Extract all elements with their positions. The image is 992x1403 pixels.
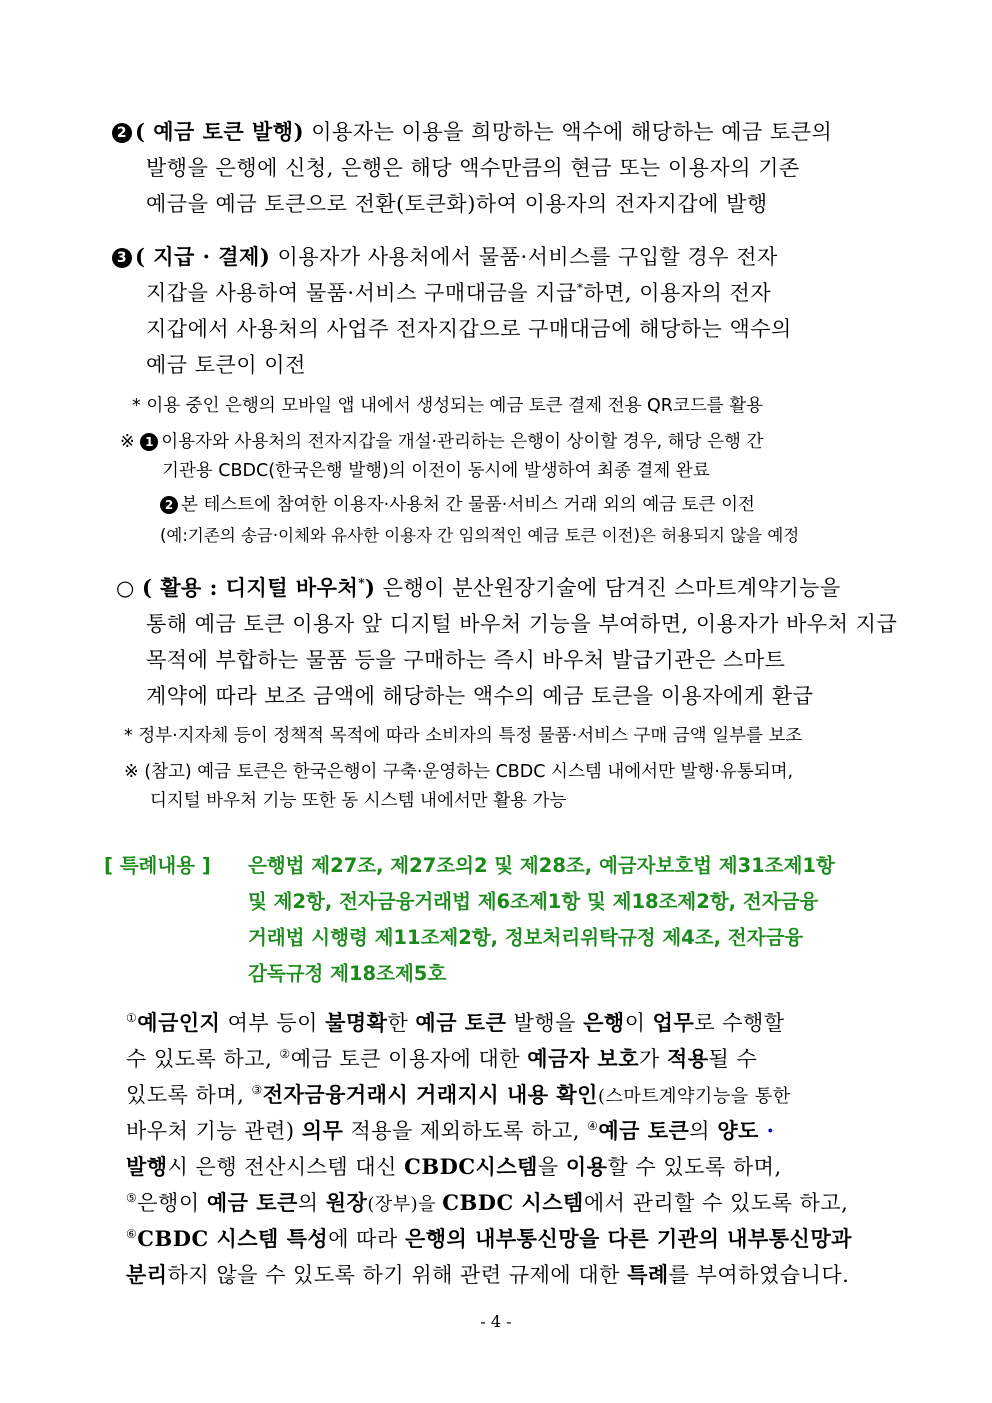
note-reference-line2: 디지털 바우처 기능 또한 동 시스템 내에서만 활용 가능 bbox=[150, 791, 567, 811]
voucher-line3: 목적에 부합하는 물품 등을 구매하는 즉시 바우처 발급기관은 스마트 bbox=[146, 648, 786, 672]
blue-dot: · bbox=[758, 1118, 775, 1143]
note-reference-text: (참고) 예금 토큰은 한국은행이 구축·운영하는 CBDC 시스템 내에서만 발행·유통되며, bbox=[144, 762, 794, 782]
note-ref-item1-text: 이용자와 사용처의 전자지갑을 개설·관리하는 은행이 상이할 경우, 해당 은행 간 bbox=[161, 432, 764, 452]
numbered-circle-icon: 2 bbox=[112, 123, 132, 143]
note-ref-item2-text: 본 테스트에 참여한 이용자·사용처 간 물품·서비스 거래 외의 예금 토큰 이전 bbox=[181, 495, 755, 515]
summary-line4: 바우처 기능 관련) 의무 적용을 제외하도록 하고, ④예금 토큰의 양도 · bbox=[126, 1118, 775, 1143]
mark-1: ① bbox=[126, 1011, 138, 1025]
bullet-icon: ○ bbox=[116, 576, 135, 600]
mark-4: ④ bbox=[587, 1119, 599, 1133]
voucher-title: ( 활용 : 디지털 바우처*) bbox=[142, 575, 376, 600]
section3-line4: 예금 토큰이 이전 bbox=[146, 353, 306, 377]
section2-line3: 예금을 예금 토큰으로 전환(토큰화)하여 이용자의 전자지갑에 발행 bbox=[146, 192, 768, 216]
section3-text-a: 지갑을 사용하여 물품·서비스 구매대금을 지급 bbox=[146, 281, 577, 305]
note-ref-item2 bbox=[160, 491, 755, 516]
note-reference-line1 bbox=[124, 758, 793, 783]
section3-line1 bbox=[112, 241, 897, 271]
special-provisions-line1: 은행법 제27조, 제27조의2 및 제28조, 예금자보호법 제31조제1항 bbox=[248, 854, 835, 877]
voucher-line4: 계약에 따라 보조 금액에 해당하는 액수의 예금 토큰을 이용자에게 환급 bbox=[146, 684, 814, 708]
mark-3: ③ bbox=[251, 1083, 263, 1097]
mark-6: ⑥ bbox=[126, 1227, 138, 1241]
page-number: - 4 - bbox=[480, 1312, 512, 1331]
section3-title: ( 지급 · 결제) bbox=[135, 244, 271, 269]
voucher-text: 은행이 분산원장기술에 담겨진 스마트계약기능을 bbox=[382, 576, 841, 600]
section3-line2 bbox=[146, 277, 771, 307]
note-ref-item1 bbox=[120, 428, 763, 453]
section3-line3: 지갑에서 사용처의 사업주 전자지갑으로 구매대금에 해당하는 액수의 bbox=[146, 317, 792, 341]
section3-text-b: 하면, 이용자의 전자 bbox=[583, 281, 772, 305]
section3-text: 이용자가 사용처에서 물품·서비스를 구입할 경우 전자 bbox=[277, 245, 778, 269]
section2-text: 이용자는 이용을 희망하는 액수에 해당하는 예금 토큰의 bbox=[311, 120, 833, 144]
note-ref-item1-line2: 기관용 CBDC(한국은행 발행)의 이전이 동시에 발생하여 최종 결제 완료 bbox=[162, 461, 710, 481]
mark-2: ② bbox=[279, 1047, 291, 1061]
reference-mark: ※ bbox=[120, 432, 135, 452]
section2-line2: 발행을 은행에 신청, 은행은 해당 액수만큼의 현금 또는 이용자의 기존 bbox=[146, 156, 800, 180]
summary-line2: 수 있도록 하고, ②예금 토큰 이용자에 대한 예금자 보호가 적용될 수 bbox=[126, 1046, 758, 1071]
summary-line6: ⑤은행이 예금 토큰의 원장(장부)을 CBDC 시스템에서 관리할 수 있도록 하고, bbox=[126, 1190, 849, 1215]
section2-title: ( 예금 토큰 발행) bbox=[135, 119, 305, 144]
numbered-circle-icon: 1 bbox=[140, 433, 158, 451]
voucher-line2: 통해 예금 토큰 이용자 앞 디지털 바우처 기능을 부여하면, 이용자가 바우처 지급 bbox=[146, 612, 898, 636]
summary-line1: ①예금인지 여부 등이 불명확한 예금 토큰 발행을 은행이 업무로 수행할 bbox=[126, 1010, 785, 1035]
note-ref-item2-line2: (예:기존의 송금·이체와 유사한 이용자 간 임의적인 예금 토큰 이전)은 허용되지 않을 예정 bbox=[160, 526, 800, 545]
section2-line1 bbox=[112, 116, 897, 146]
voucher-line1 bbox=[116, 572, 841, 602]
note-voucher: * 정부·지자체 등이 정책적 목적에 따라 소비자의 특정 물품·서비스 구매 금액 일부를 보조 bbox=[124, 726, 803, 746]
special-provisions-label: [ 특례내용 ] bbox=[104, 854, 211, 877]
reference-mark: ※ bbox=[124, 762, 139, 782]
summary-line7: ⑥CBDC 시스템 특성에 따라 은행의 내부통신망을 다른 기관의 내부통신망과 bbox=[126, 1226, 852, 1251]
numbered-circle-icon: 3 bbox=[112, 248, 132, 268]
numbered-circle-icon: 2 bbox=[160, 496, 178, 514]
footnote-mark: * bbox=[576, 281, 584, 295]
special-provisions-line2: 및 제2항, 전자금융거래법 제6조제1항 및 제18조제2항, 전자금융 bbox=[248, 890, 819, 913]
summary-line8: 분리하지 않을 수 있도록 하기 위해 관련 규제에 대한 특례를 부여하였습니다. bbox=[126, 1262, 850, 1287]
mark-5: ⑤ bbox=[126, 1191, 138, 1205]
special-provisions-line3: 거래법 시행령 제11조제2항, 정보처리위탁규정 제4조, 전자금융 bbox=[248, 926, 804, 949]
summary-line5: 발행시 은행 전산시스템 대신 CBDC시스템을 이용할 수 있도록 하며, bbox=[126, 1154, 782, 1179]
special-provisions-line4: 감독규정 제18조제5호 bbox=[248, 962, 447, 985]
summary-line3: 있도록 하며, ③전자금융거래시 거래지시 내용 확인(스마트계약기능을 통한 bbox=[126, 1082, 791, 1107]
note-qr: * 이용 중인 은행의 모바일 앱 내에서 생성되는 예금 토큰 결제 전용 QR코드를 활용 bbox=[132, 396, 764, 416]
